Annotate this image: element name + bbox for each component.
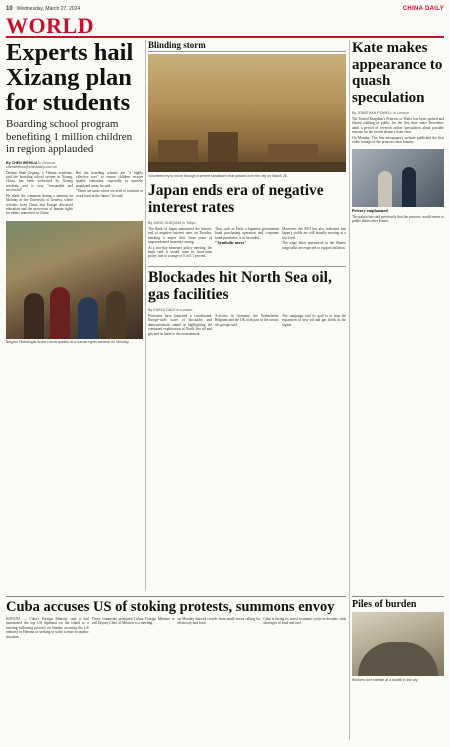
paragraph: The campaign said its goal is to stop the expansion of new oil and gas fields in the region. [282,313,346,327]
lead-byline-place: in Geneva [38,160,55,165]
section-bar [6,13,444,38]
blockade-headline: Blockades hit North Sea oil, gas facilities [148,266,346,303]
landfill-photo [352,612,444,676]
cuba-column-1 [6,617,89,640]
cuba-headline: Cuba accuses US of stoking protests, summons envoy [6,599,335,615]
kate-body-2 [352,215,444,224]
paragraph: At a two-day monetary policy meeting, the bank said it would raise its short-term policy rate to a range of 0 to 0.1 percent. [148,245,212,259]
lead-byline-email: chenweihua@chinadaily.com.cn [6,164,58,169]
burden-photo-block [352,596,444,682]
paragraph: "These are areas where we need to continue to work hard in the future," he said. [76,189,143,198]
cuba-column-2 [92,617,175,640]
storm-photo-title: Blinding storm [148,40,346,52]
lead-body [6,171,143,217]
cuba-column-4 [263,617,346,640]
kate-photo [352,149,444,207]
storm-photo-caption: Volunteers try to move through a severe sandstorm that passed over the city on March 26. [148,173,288,178]
lead-byline-name: By CHEN WEIHUA [6,160,38,165]
paragraph: The palace has said previously that the princess would return to public duties after Easter. [352,214,444,224]
paragraph: That, such as Fitch, a Japanese government bond purchasing operation and corporate bond purchases, is to be ended. [215,226,279,240]
paragraph: HAVANA — Cuba's Foreign Ministry said it had summoned the top US diplomat on the island to a meeting following protests on Sunday accusing the US embassy in Havana of seeking to stoke a tense economic situation. [6,617,89,639]
japan-headline: Japan ends era of negative interest rates [148,181,324,216]
lead-byline [6,161,143,169]
cuba-story [6,596,346,640]
masthead: CHINA DAILY [402,6,444,12]
japan-body [148,227,346,260]
paragraph: on Monday showed crowds from small towns calling for electricity and food. [177,617,261,626]
lead-story [6,40,143,345]
burden-headline: Piles of burden [352,599,417,610]
kate-byline: By JONATHAN POWELL in London [352,111,409,115]
cuba-body [6,617,346,640]
blockade-body [148,314,346,337]
kate-body [352,117,444,145]
paragraph: The United Kingdom's Princess of Wales has been spotted and filmed walking in public for the first time since December, amid a period of feverish online speculation about possible reasons for her recent absence from view. [352,117,444,135]
paragraph: Activists in Germany, the Netherlands, Belgium and the UK took part in the action, the groups said. [215,313,279,327]
lead-column-1 [6,171,73,217]
issue-date: Wednesday, March 27, 2024 [16,6,81,12]
page-number: 10 [6,6,13,12]
lead-subhead: Boarding school program benefiting 1 million children in region applauded [6,118,133,155]
seminar-photo [6,221,143,339]
paragraph: The Bank of Japan announced the historic end of negative interest rates on Tuesday, marking a major shift from years of unprecedented monetary easing. [148,226,212,244]
lead-headline: Experts hail Xizang plan for students [6,39,134,116]
center-column [148,40,346,337]
privacy-subhead: Privacy emphasized [352,208,388,214]
paragraph: He made the comment during a seminar on Monday at the University of Geneva, where scholars from China and Europe discussed education and the protection of human rights for ethnic minorities in China. [6,193,73,216]
japan-subhead: "Symbolic move" [215,240,247,246]
kate-headline: Kate makes appearance to quash speculation [352,40,443,106]
paragraph: But the boarding schools are "a highly effective way" to ensure children receive quality education, especially in sparsely populated areas, he said. [76,170,143,188]
paragraph: The wage hikes announced in the Shunto wage talks are expected to support inflation. [282,241,346,250]
blockade-byline: By EARLE GALE in London [148,307,193,312]
blockade-column-3 [282,314,346,337]
paragraph: Moreover, the BOJ has also indicated that Japan's yields are still broadly moving at a low level. [282,226,346,240]
sandstorm-photo [148,54,346,172]
blockade-column-2 [215,314,279,337]
paragraph: Protesters have launched a coordinated, Europe-wide wave of blockades and demonstrations aimed at highlighting the continued exploitation of North Sea oil and gas and its harm to the environment. [148,313,212,336]
blockade-column-1 [148,314,212,337]
paragraph: Deshan Shah Zegang, a Tibetan academic, said the boarding school system in Xizang, China, has been welcomed by Xizang residents and is very "reasonable and successful". [6,170,73,193]
paragraph: Cuba is facing its worst economic crisis in decades, with shortages of food and fuel. [263,617,346,626]
seminar-photo-caption: Belgian Tibetologist Arche Lenca speaks at a human rights seminar on Monday. [6,340,130,345]
paragraph: On Monday, The Sun newspaper's website published the first video footage of the princess since January. [352,135,444,145]
landfill-photo-caption: Workers sort rubbish at a landfill in the city. [352,677,419,682]
japan-column-2 [215,227,279,260]
japan-column-3 [282,227,346,260]
right-column [352,40,444,225]
cuba-column-3 [178,617,261,640]
section-title: WORLD [6,13,95,38]
paragraph: Those comments prompted Cuban Foreign Minister to call Deputy Chief of Mission to a meeting. [91,617,175,626]
japan-column-1 [148,227,212,260]
japan-byline: By JIANG XUEQING in Tokyo [148,220,196,225]
lead-column-2 [76,171,143,217]
